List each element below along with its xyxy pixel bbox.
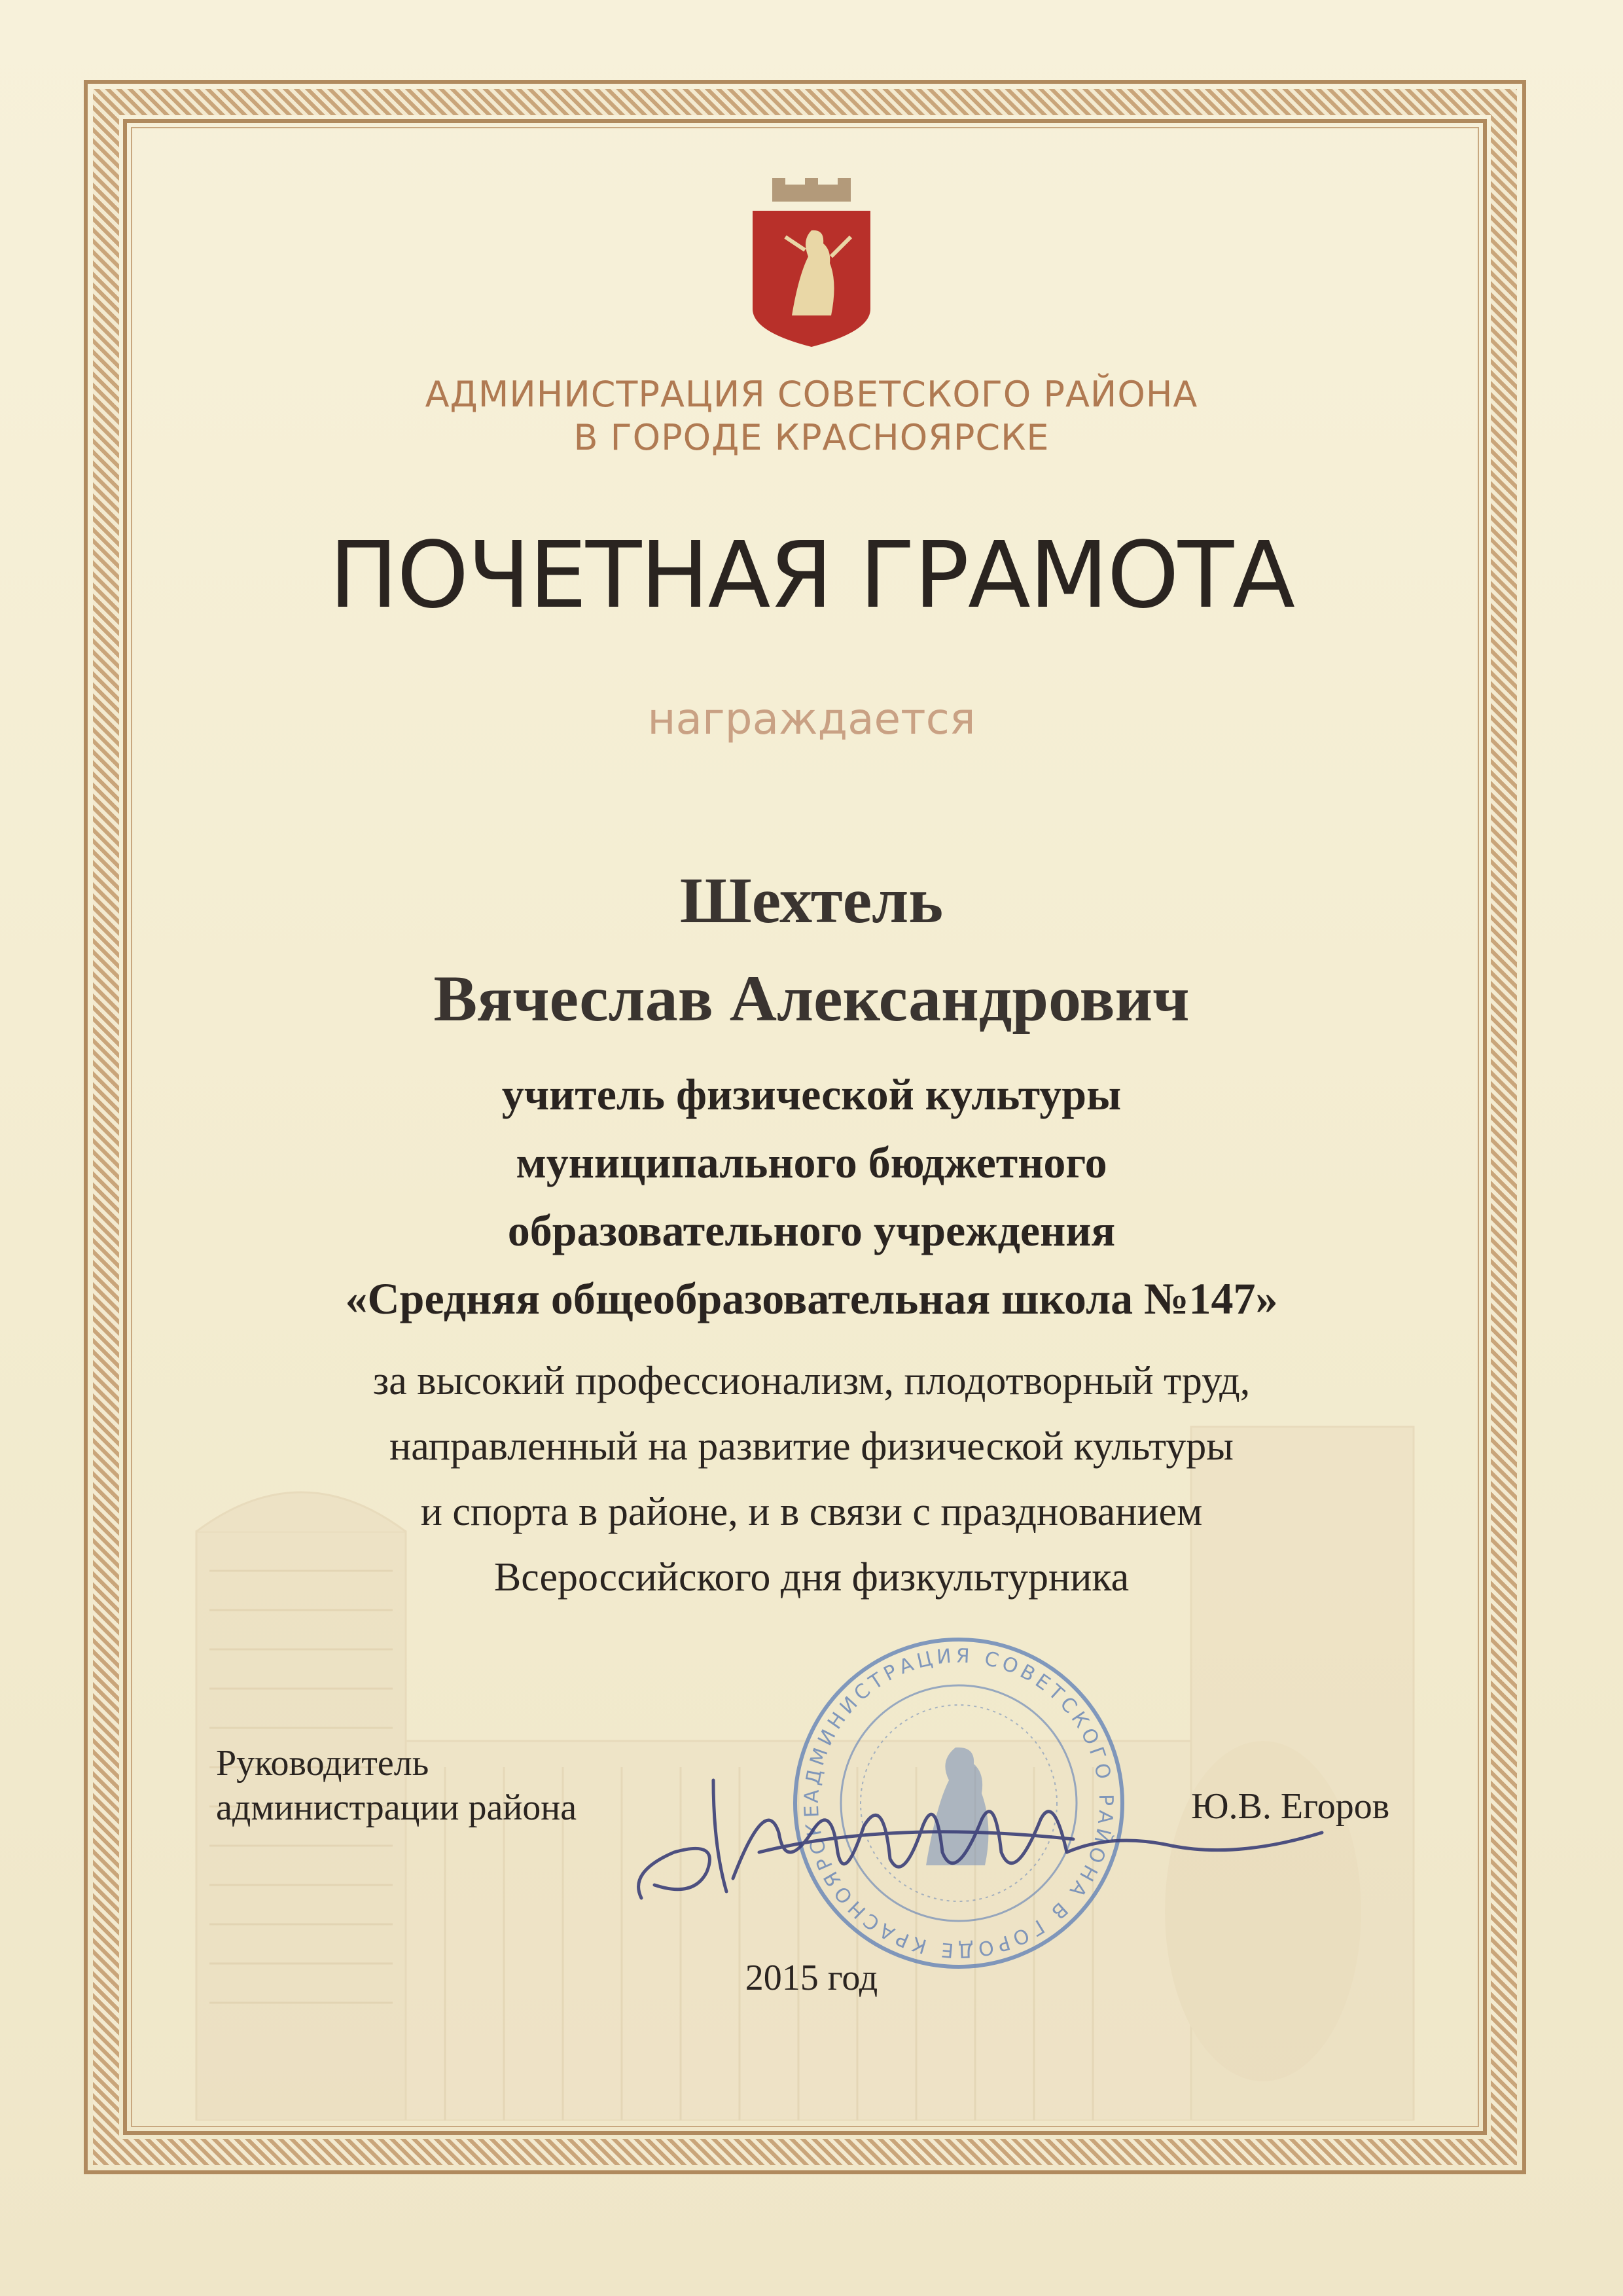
awarded-label: награждается <box>647 694 976 744</box>
position-line: образовательного учреждения <box>507 1206 1116 1255</box>
signer-title-line-1: Руководитель <box>216 1743 429 1784</box>
award-reason <box>131 1348 1492 1610</box>
position-line: «Средняя общеобразовательная школа №147» <box>345 1274 1278 1323</box>
recipient-position <box>131 1060 1492 1333</box>
reason-line: за высокий профессионализм, плодотворный труд, <box>372 1359 1251 1403</box>
signer-title-line-2: администрации района <box>216 1787 577 1828</box>
recipient-surname: Шехтель <box>679 864 944 937</box>
reason-line: Всероссийского дня физкультурника <box>493 1555 1130 1600</box>
issuer-line-2: В ГОРОДЕ КРАСНОЯРСКЕ <box>573 417 1050 458</box>
position-line: учитель физической культуры <box>501 1069 1122 1119</box>
coat-of-arms-emblem <box>746 178 877 348</box>
reason-line: и спорта в районе, и в связи с празднованием <box>420 1490 1203 1534</box>
signer-title <box>216 1741 577 1830</box>
document-title: ПОЧЕТНАЯ ГРАМОТА <box>329 522 1294 629</box>
recipient-given-names: Вячеслав Александрович <box>433 962 1190 1035</box>
issue-year: 2015 год <box>745 1958 878 1998</box>
issuer-line-1: АДМИНИСТРАЦИЯ СОВЕТСКОГО РАЙОНА <box>425 374 1198 415</box>
issuer-heading <box>131 373 1492 459</box>
handwritten-signature <box>615 1754 1335 1924</box>
stamp-text: АДМИНИСТРАЦИЯ СОВЕТСКОГО РАЙОНА В ГОРОДЕ КРАСНОЯРСКЕ <box>800 1644 1118 1962</box>
signer-name: Ю.В. Егоров <box>1191 1786 1390 1827</box>
reason-line: направленный на развитие физической культуры <box>389 1424 1234 1469</box>
position-line: муниципального бюджетного <box>516 1138 1107 1187</box>
